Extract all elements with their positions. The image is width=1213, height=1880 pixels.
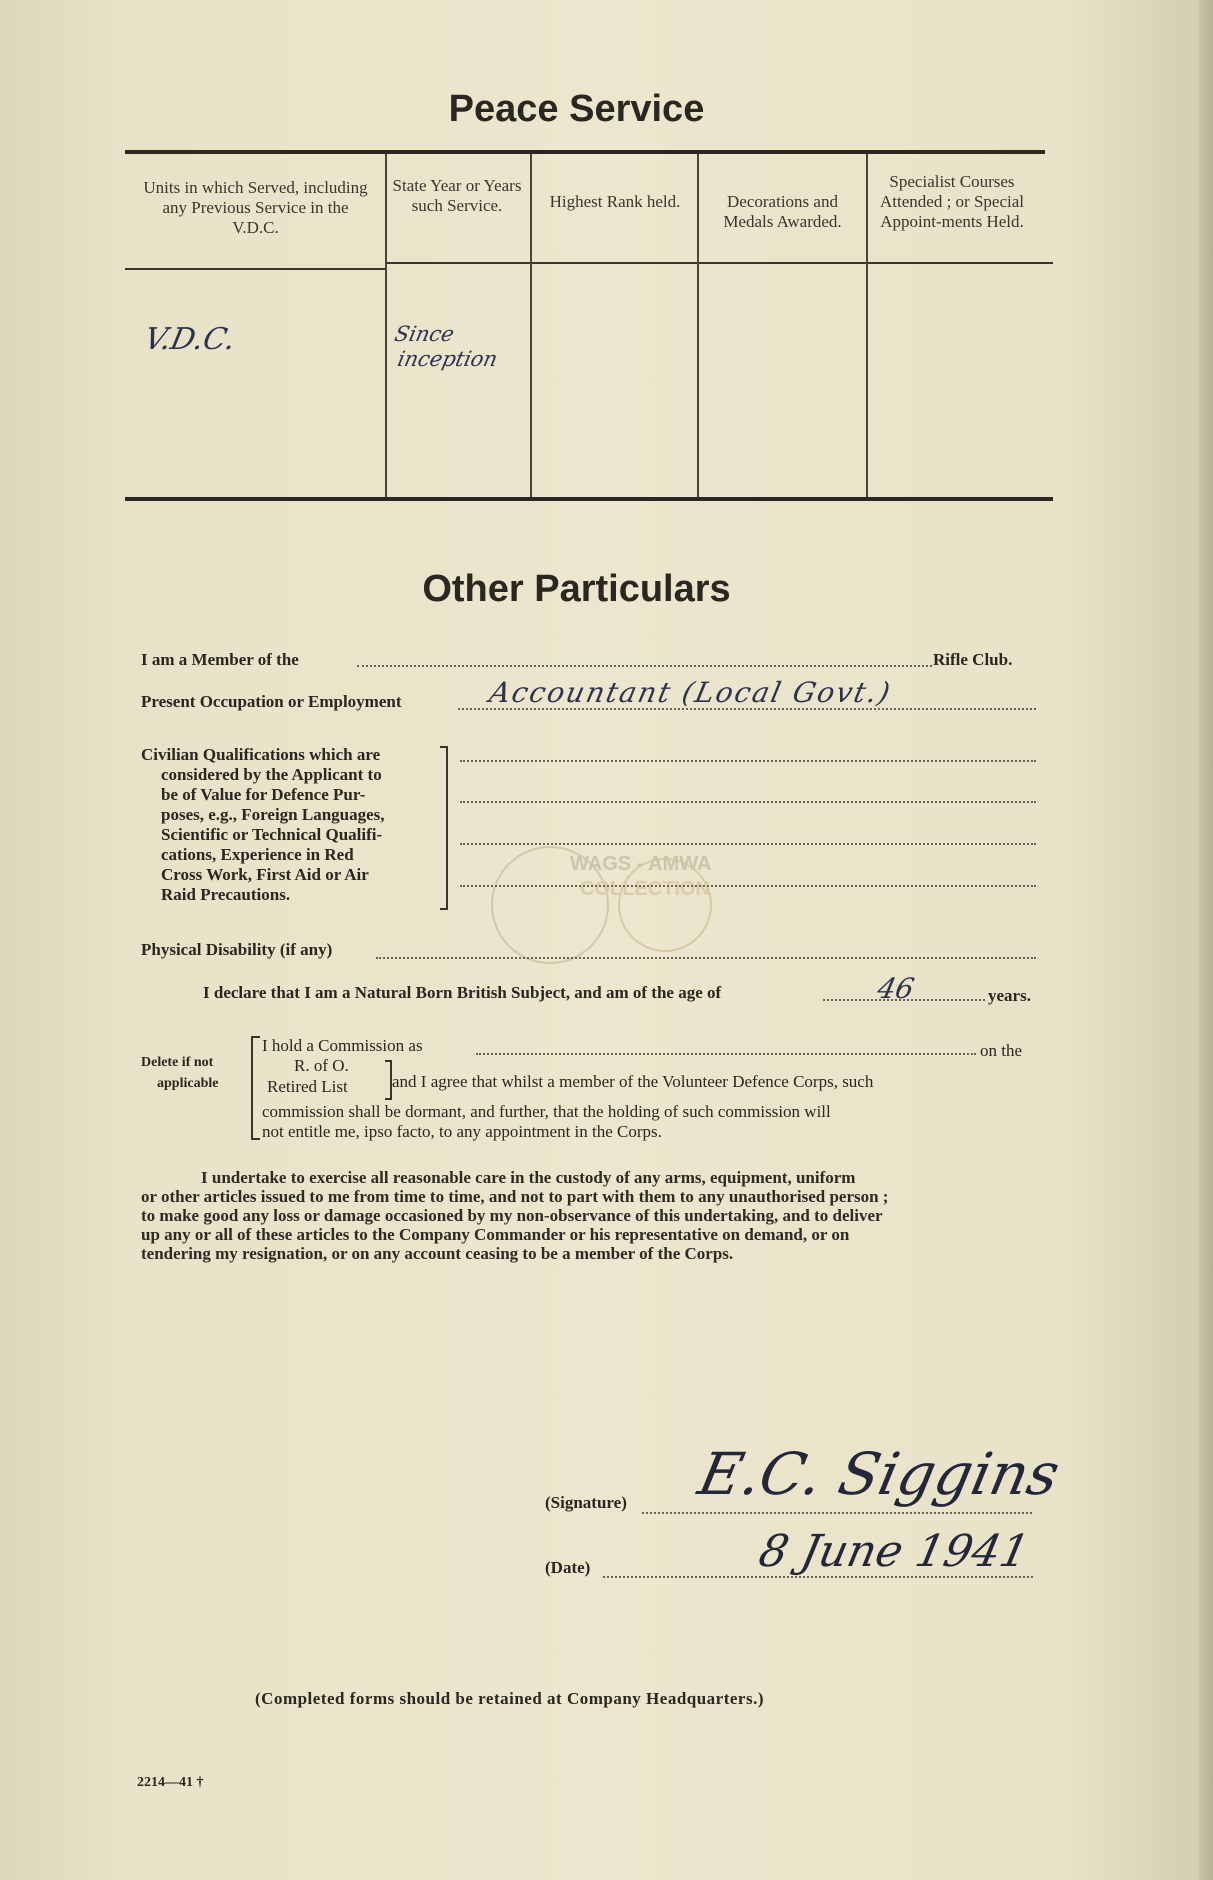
column-divider bbox=[697, 154, 699, 497]
qualifications-blank bbox=[460, 760, 1036, 762]
delete-note: Delete if not bbox=[141, 1055, 214, 1070]
header-rule bbox=[385, 262, 1053, 264]
years-entry-line2: inception bbox=[395, 347, 500, 371]
commission-line2: and I agree that whilst a member of the Volunteer Defence Corps, such bbox=[392, 1072, 874, 1091]
table-top-rule bbox=[125, 150, 1045, 154]
watermark-text: COLLECTION bbox=[580, 878, 710, 900]
civilian-qual-line: Cross Work, First Aid or Air bbox=[161, 865, 369, 884]
retired-brace bbox=[385, 1060, 392, 1100]
rifle-club-blank bbox=[357, 665, 932, 667]
undertaking-line: up any or all of these articles to the Company Commander or his representative on demand, or on bbox=[141, 1225, 850, 1244]
civilian-qual-line: poses, e.g., Foreign Languages, bbox=[161, 805, 385, 824]
form-number: 2214—41 † bbox=[137, 1775, 204, 1790]
signature-value: E.C. Siggins bbox=[692, 1440, 1066, 1508]
signature-label: (Signature) bbox=[545, 1493, 627, 1512]
other-particulars-title: Other Particulars bbox=[422, 568, 731, 610]
rifle-club-suffix: Rifle Club. bbox=[933, 650, 1013, 669]
commission-prefix: I hold a Commission as bbox=[262, 1036, 423, 1055]
date-label: (Date) bbox=[545, 1558, 591, 1577]
signature-blank bbox=[642, 1512, 1032, 1514]
footer-note: (Completed forms should be retained at Company Headquarters.) bbox=[255, 1689, 765, 1708]
undertaking-line: tendering my resignation, or on any account ceasing to be a member of the Corps. bbox=[141, 1244, 734, 1263]
col-header-decorations: Decorations and Medals Awarded. bbox=[723, 192, 842, 231]
civilian-qual-line: cations, Experience in Red bbox=[161, 845, 354, 864]
disability-blank bbox=[376, 957, 1036, 959]
col-header-specialist: Specialist Courses Attended ; or Special Appoint-ments Held. bbox=[880, 172, 1024, 231]
commission-line4: not entitle me, ipso facto, to any appointment in the Corps. bbox=[262, 1122, 662, 1141]
table-bottom-rule bbox=[125, 497, 1053, 501]
commission-r-of-o: R. of O. bbox=[294, 1056, 349, 1075]
declare-prefix: I declare that I am a Natural Born British Subject, and am of the age of bbox=[203, 983, 722, 1002]
unit-entry: V.D.C. bbox=[141, 322, 239, 357]
col-header-rank: Highest Rank held. bbox=[549, 192, 681, 211]
occupation-label: Present Occupation or Employment bbox=[141, 692, 402, 711]
civilian-qual-line: Raid Precautions. bbox=[161, 885, 291, 904]
watermark-text: WAGS - AMWA bbox=[570, 853, 712, 875]
delete-note: applicable bbox=[157, 1076, 219, 1091]
age-value: 46 bbox=[874, 972, 918, 1005]
years-entry-line1: Since bbox=[392, 322, 457, 346]
disability-label: Physical Disability (if any) bbox=[141, 940, 333, 959]
qualifications-blank bbox=[460, 801, 1036, 803]
undertaking-line: or other articles issued to me from time to time, and not to part with them to any unauthorised person ; bbox=[141, 1187, 889, 1206]
page-edge-shadow bbox=[1199, 0, 1213, 1880]
date-value: 8 June 1941 bbox=[754, 1526, 1034, 1577]
civilian-qual-line: be of Value for Defence Pur- bbox=[161, 785, 366, 804]
civilian-qual-line: considered by the Applicant to bbox=[161, 765, 382, 784]
qualifications-brace bbox=[440, 746, 448, 910]
occupation-value: Accountant (Local Govt.) bbox=[486, 676, 895, 709]
declare-suffix: years. bbox=[988, 986, 1031, 1005]
col-header-units: Units in which Served, including any Previous Service in the V.D.C. bbox=[143, 178, 368, 237]
commission-suffix: on the bbox=[980, 1041, 1023, 1060]
civilian-qual-line: Civilian Qualifications which are bbox=[141, 745, 381, 764]
commission-line3: commission shall be dormant, and further, that the holding of such commission will bbox=[262, 1102, 831, 1121]
commission-blank bbox=[476, 1053, 976, 1055]
header-rule bbox=[125, 268, 385, 270]
undertaking-line: I undertake to exercise all reasonable care in the custody of any arms, equipment, uniform bbox=[201, 1168, 856, 1187]
col-header-years: State Year or Years such Service. bbox=[392, 176, 522, 215]
column-divider bbox=[385, 154, 387, 497]
commission-retired: Retired List bbox=[267, 1077, 348, 1096]
column-divider bbox=[530, 154, 532, 497]
commission-brace bbox=[251, 1036, 260, 1140]
column-divider bbox=[866, 154, 868, 497]
peace-service-title: Peace Service bbox=[448, 88, 705, 130]
rifle-club-prefix: I am a Member of the bbox=[141, 650, 299, 669]
undertaking-line: to make good any loss or damage occasioned by my non-observance of this undertaking, and to deliver bbox=[141, 1206, 883, 1225]
civilian-qual-line: Scientific or Technical Qualifi- bbox=[161, 825, 383, 844]
